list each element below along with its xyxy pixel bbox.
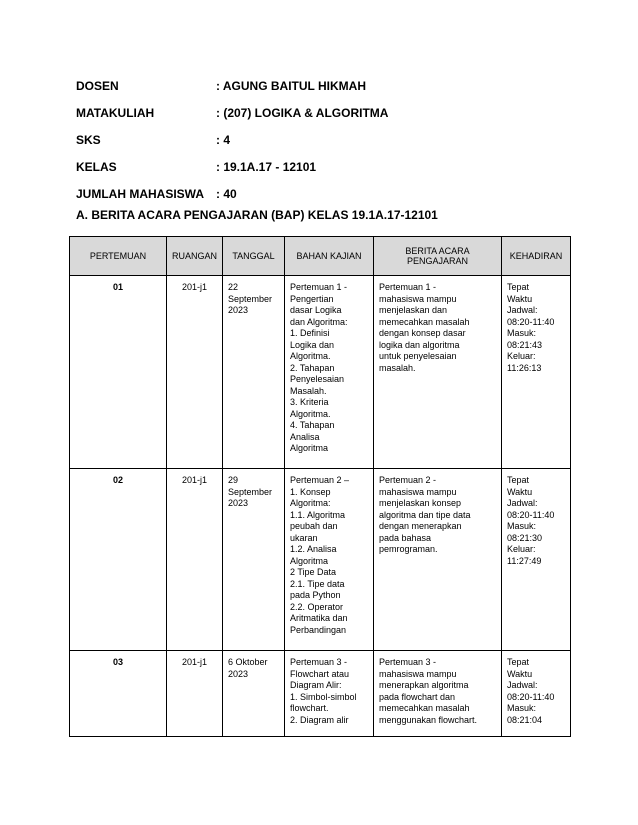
cell-bahan-kajian-line: 3. Kriteria: [290, 397, 329, 407]
cell-berita-acara-line: pada flowchart dan: [379, 691, 456, 702]
cell-berita-acara-line: untuk penyelesaian: [379, 351, 457, 361]
cell-berita-acara-line: memecahkan masalah: [379, 316, 470, 327]
cell-pertemuan: 03: [70, 651, 167, 737]
cell-kehadiran-line: Masuk:: [507, 328, 537, 338]
cell-berita-acara-line: menjelaskan konsep: [379, 498, 462, 508]
cell-kehadiran-line: 08:21:04: [507, 714, 543, 725]
cell-bahan-kajian-line: 1. Definisi: [290, 328, 330, 338]
cell-kehadiran-line: 11:27:49: [507, 555, 542, 566]
cell-kehadiran-line: Waktu: [507, 668, 533, 679]
cell-berita-acara-line: memecahkan masalah: [379, 703, 470, 713]
info-row-jumlah-mahasiswa: [76, 180, 388, 207]
cell-berita-acara-line: menerapkan algoritma: [379, 680, 469, 690]
cell-bahan-kajian-line: 2. Tahapan: [290, 362, 335, 373]
cell-bahan-kajian-line: Pertemuan 3 -: [290, 657, 348, 667]
cell-bahan-kajian-line: Pertemuan 1 -: [290, 282, 348, 292]
cell-berita-acara-line: Pertemuan 2 -: [379, 475, 437, 485]
cell-bahan-kajian-line: 4. Tahapan: [290, 420, 335, 430]
cell-kehadiran-line: Jadwal:: [507, 305, 538, 315]
cell-berita-acara: [374, 651, 502, 737]
cell-tanggal-line: 29: [228, 475, 239, 485]
info-value: : (207) LOGIKA & ALGORITMA: [216, 105, 389, 120]
cell-kehadiran-line: Keluar:: [507, 351, 536, 361]
cell-bahan-kajian-line: ukaran: [290, 532, 318, 543]
cell-kehadiran: [502, 651, 571, 737]
cell-bahan-kajian-line: flowchart.: [290, 703, 329, 713]
cell-berita-acara-line: masalah.: [379, 362, 416, 373]
info-value: : 4: [216, 132, 231, 147]
info-value: : 19.1A.17 - 12101: [216, 159, 317, 174]
cell-kehadiran-line: Masuk:: [507, 703, 537, 713]
cell-kehadiran-line: 08:21:30: [507, 532, 543, 543]
info-row-sks: [76, 126, 388, 153]
cell-bahan-kajian-line: 1. Konsep: [290, 486, 331, 497]
cell-kehadiran-line: 08:20-11:40: [507, 316, 555, 327]
cell-ruangan: 201-j1: [167, 651, 223, 737]
cell-berita-acara-line: dengan konsep dasar: [379, 328, 466, 338]
cell-kehadiran-line: Jadwal:: [507, 498, 538, 508]
cell-bahan-kajian-line: 2 Tipe Data: [290, 567, 337, 577]
cell-tanggal-line: 2023: [228, 668, 249, 679]
cell-berita-acara-line: menjelaskan dan: [379, 305, 448, 315]
cell-bahan-kajian-line: Algoritma.: [290, 351, 331, 361]
info-row-dosen: [76, 72, 388, 99]
cell-berita-acara-line: mahasiswa mampu: [379, 486, 457, 497]
bap-table: [69, 236, 571, 737]
cell-kehadiran-line: Tepat: [507, 657, 530, 667]
cell-bahan-kajian-line: Analisa: [290, 431, 320, 442]
header-bahan-kajian: BAHAN KAJIAN: [285, 237, 374, 276]
cell-berita-acara-line: pemrograman.: [379, 544, 438, 554]
cell-kehadiran-line: Waktu: [507, 486, 533, 497]
info-label: DOSEN: [76, 78, 119, 93]
table-header-row: [70, 237, 571, 276]
cell-bahan-kajian-line: Pengertian: [290, 293, 334, 304]
cell-bahan-kajian-line: dan Algoritma:: [290, 316, 348, 327]
header-berita-acara: BERITA ACARA PENGAJARAN: [374, 237, 502, 276]
cell-bahan-kajian: [285, 651, 374, 737]
cell-bahan-kajian-line: 2.1. Tipe data: [290, 578, 345, 589]
cell-bahan-kajian-line: Algoritma:: [290, 498, 331, 508]
cell-bahan-kajian-line: peubah dan: [290, 521, 338, 531]
cell-berita-acara-line: pada bahasa: [379, 532, 432, 543]
header-ruangan: RUANGAN: [167, 237, 223, 276]
cell-kehadiran-line: 08:20-11:40: [507, 691, 555, 702]
cell-berita-acara: [374, 469, 502, 651]
cell-bahan-kajian-line: Diagram Alir:: [290, 680, 342, 690]
cell-bahan-kajian-line: 1.2. Analisa: [290, 544, 337, 554]
cell-tanggal-line: 2023: [228, 498, 249, 508]
cell-bahan-kajian-line: Masalah.: [290, 385, 327, 396]
cell-pertemuan: 01: [70, 276, 167, 469]
cell-bahan-kajian-line: pada Python: [290, 590, 341, 600]
info-label: MATAKULIAH: [76, 105, 155, 120]
cell-kehadiran-line: Keluar:: [507, 544, 536, 554]
course-info: [76, 72, 388, 207]
cell-tanggal: [223, 276, 285, 469]
info-row-kelas: [76, 153, 388, 180]
cell-bahan-kajian-line: Algoritma: [290, 443, 329, 453]
cell-berita-acara-line: menggunakan flowchart.: [379, 714, 478, 725]
cell-tanggal-line: 22: [228, 282, 239, 292]
table-body: [70, 276, 571, 737]
cell-bahan-kajian-line: Flowchart atau: [290, 668, 350, 679]
info-label: JUMLAH MAHASISWA: [76, 186, 204, 201]
cell-kehadiran: [502, 276, 571, 469]
cell-berita-acara-line: Pertemuan 1 -: [379, 282, 437, 292]
cell-kehadiran-line: Tepat: [507, 475, 530, 485]
cell-berita-acara-line: algoritma dan tipe data: [379, 509, 471, 520]
cell-berita-acara-line: dengan menerapkan: [379, 521, 462, 531]
cell-kehadiran-line: 11:26:13: [507, 362, 542, 373]
cell-bahan-kajian-line: 1.1. Algoritma: [290, 509, 346, 520]
cell-kehadiran-line: 08:20-11:40: [507, 509, 555, 520]
info-value: : AGUNG BAITUL HIKMAH: [216, 78, 366, 93]
cell-bahan-kajian-line: Algoritma: [290, 555, 329, 566]
table-row: [70, 651, 571, 737]
section-title: A. BERITA ACARA PENGAJARAN (BAP) KELAS 19.1A.17-12101: [76, 208, 438, 222]
header-pertemuan: PERTEMUAN: [70, 237, 167, 276]
cell-bahan-kajian: [285, 469, 374, 651]
table-row: [70, 469, 571, 651]
cell-bahan-kajian-line: 2. Diagram alir: [290, 714, 349, 725]
cell-ruangan: 201-j1: [167, 276, 223, 469]
header-tanggal: TANGGAL: [223, 237, 285, 276]
cell-tanggal: [223, 469, 285, 651]
cell-kehadiran-line: Tepat: [507, 282, 530, 292]
cell-tanggal-line: 2023: [228, 305, 249, 315]
info-row-matakuliah: [76, 99, 388, 126]
cell-tanggal-line: September: [228, 293, 273, 304]
cell-kehadiran-line: Masuk:: [507, 521, 537, 531]
cell-bahan-kajian-line: Aritmatika dan: [290, 613, 348, 623]
cell-bahan-kajian: [285, 276, 374, 469]
cell-berita-acara-line: mahasiswa mampu: [379, 293, 457, 304]
cell-bahan-kajian-line: Pertemuan 2 –: [290, 475, 350, 485]
cell-bahan-kajian-line: 1. Simbol-simbol: [290, 691, 357, 702]
cell-tanggal: [223, 651, 285, 737]
table-row: [70, 276, 571, 469]
cell-pertemuan: 02: [70, 469, 167, 651]
info-label: KELAS: [76, 159, 117, 174]
cell-berita-acara-line: logika dan algoritma: [379, 339, 460, 350]
cell-ruangan: 201-j1: [167, 469, 223, 651]
cell-bahan-kajian-line: Penyelesaian: [290, 374, 345, 384]
cell-bahan-kajian-line: Perbandingan: [290, 624, 347, 635]
cell-bahan-kajian-line: Logika dan: [290, 339, 335, 350]
cell-bahan-kajian-line: 2.2. Operator: [290, 601, 344, 612]
cell-bahan-kajian-line: dasar Logika: [290, 305, 342, 315]
info-value: : 40: [216, 186, 237, 201]
cell-tanggal-line: September: [228, 486, 273, 497]
cell-bahan-kajian-line: Algoritma.: [290, 408, 331, 419]
cell-berita-acara: [374, 276, 502, 469]
cell-berita-acara-line: Pertemuan 3 -: [379, 657, 437, 667]
cell-kehadiran-line: Waktu: [507, 293, 533, 304]
header-kehadiran: KEHADIRAN: [502, 237, 571, 276]
cell-kehadiran-line: Jadwal:: [507, 680, 538, 690]
cell-berita-acara-line: mahasiswa mampu: [379, 668, 457, 679]
cell-kehadiran-line: 08:21:43: [507, 339, 543, 350]
cell-tanggal-line: 6 Oktober: [228, 657, 268, 667]
info-label: SKS: [76, 132, 101, 147]
cell-kehadiran: [502, 469, 571, 651]
